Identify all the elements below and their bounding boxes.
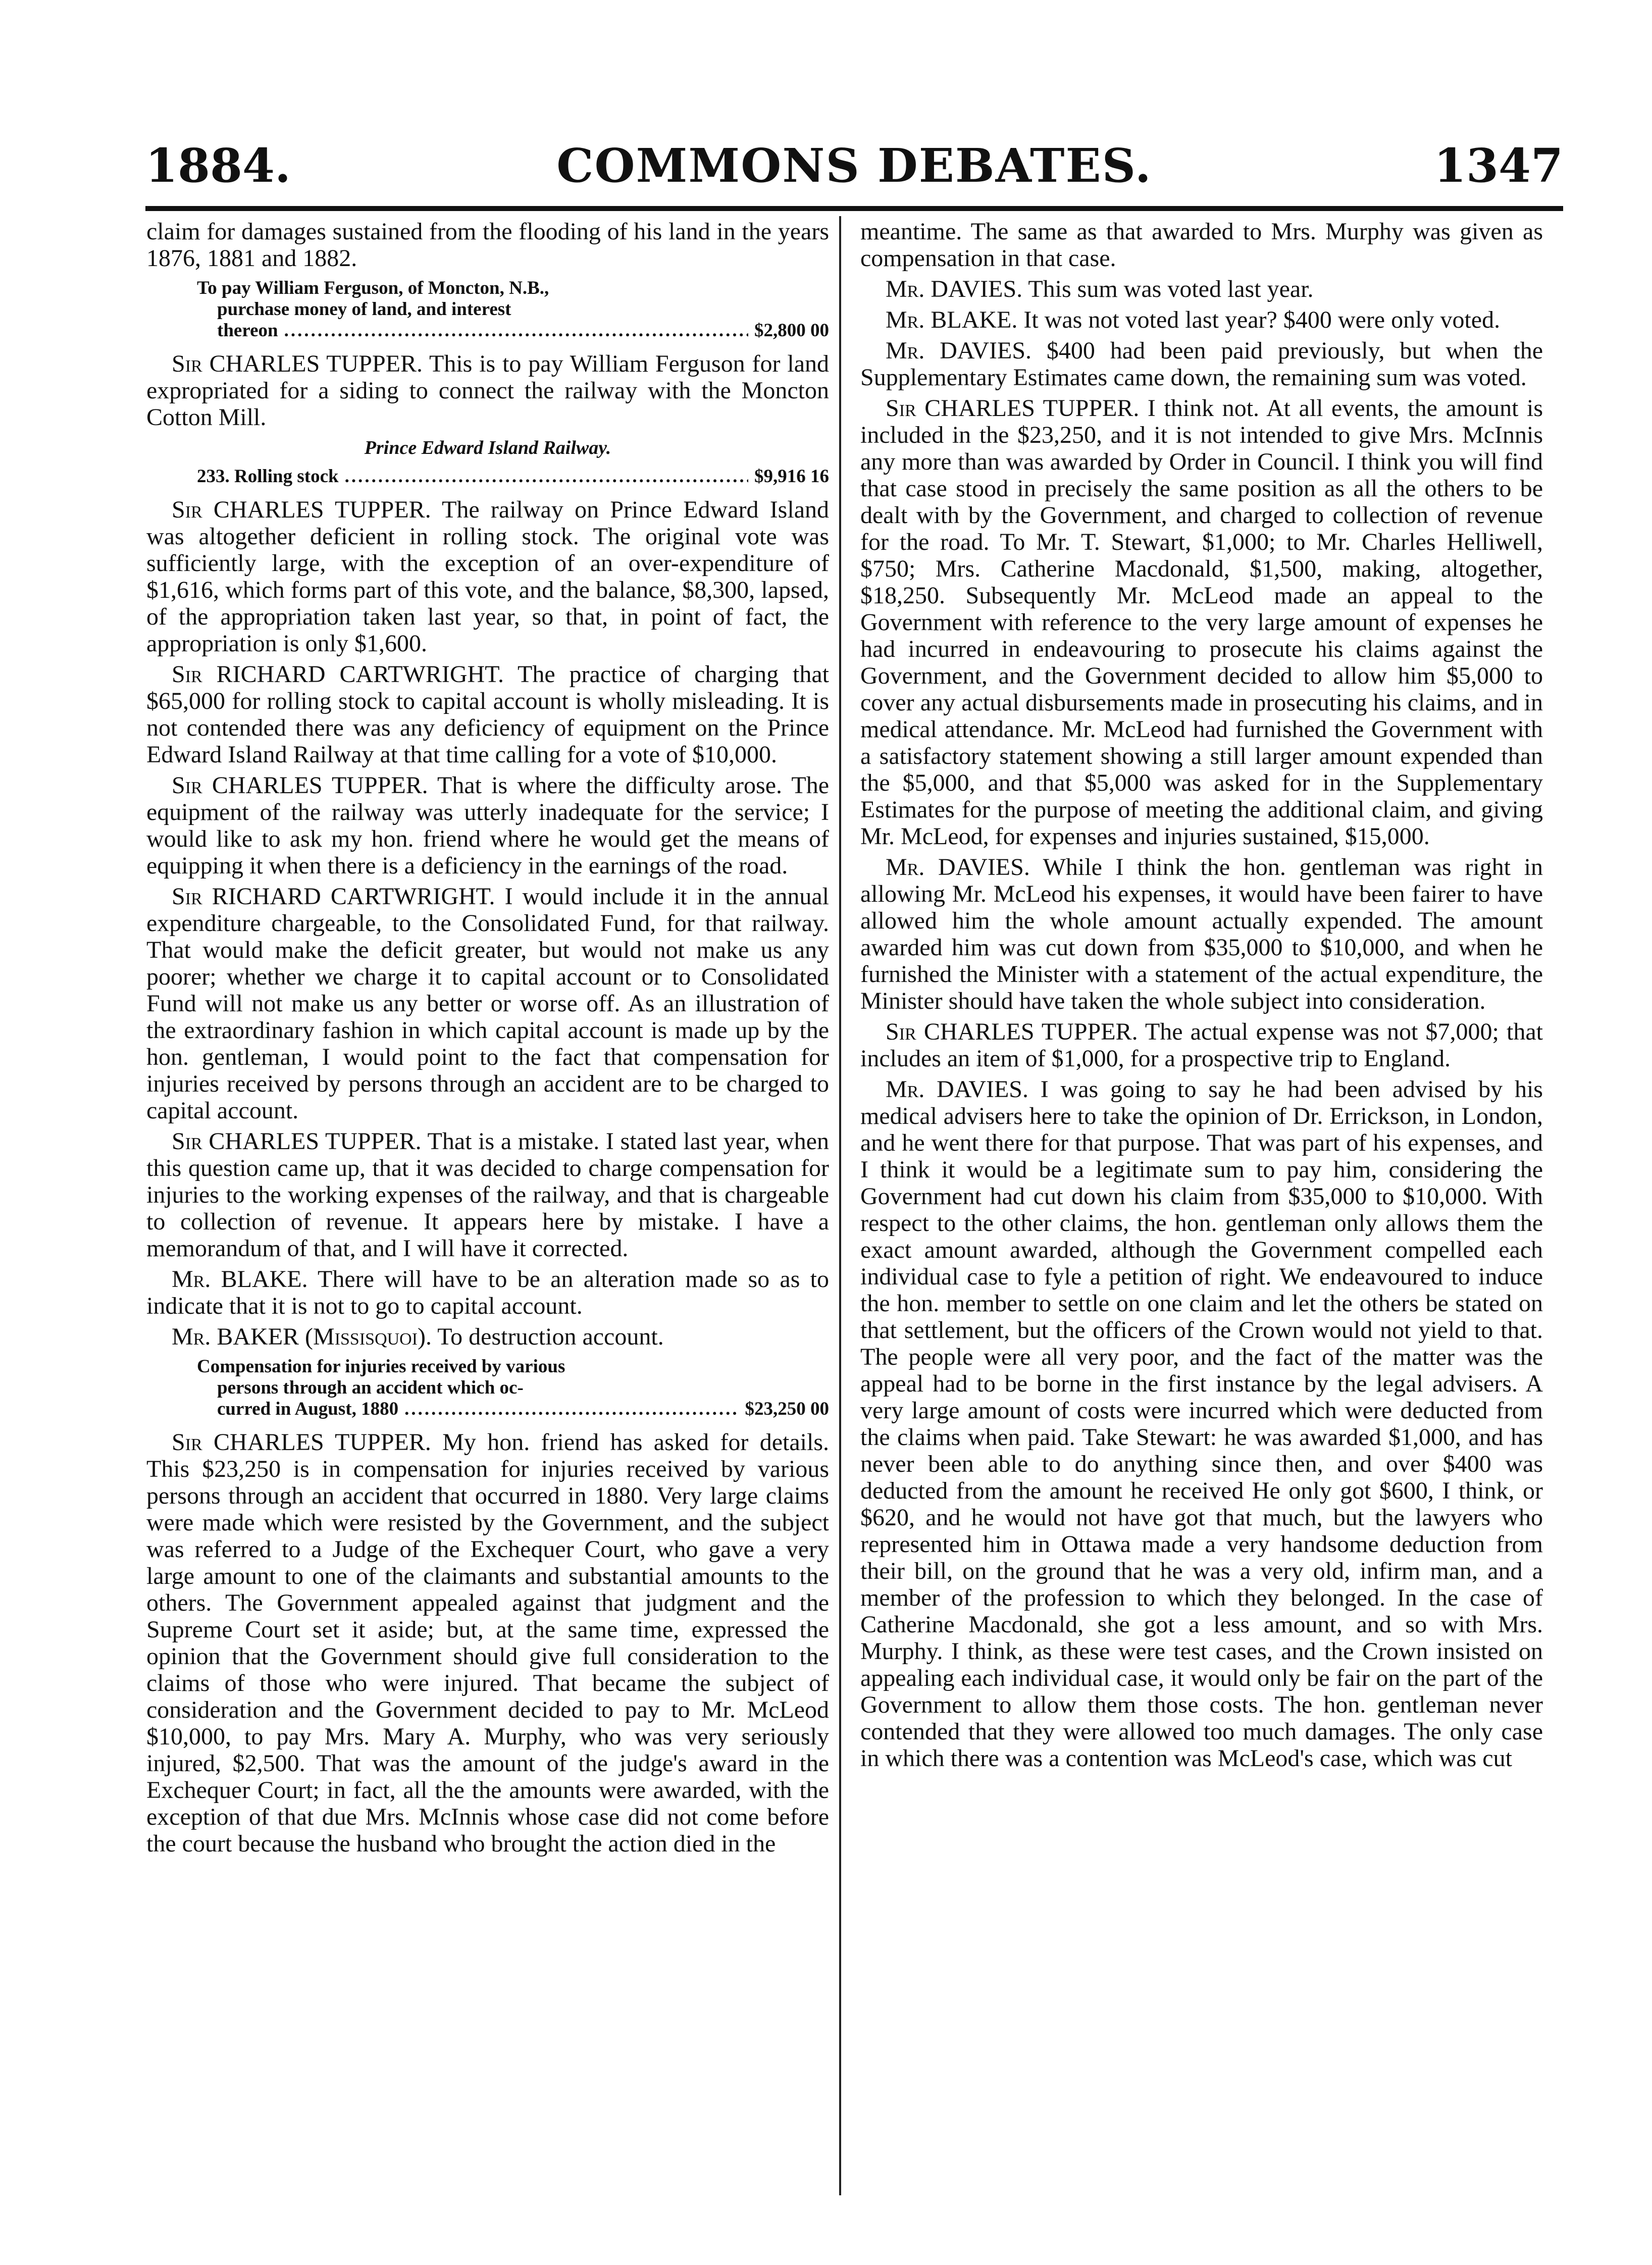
paragraph [146, 1266, 829, 1319]
paragraph-text: $400 had been paid previously, but when the Supplementary Estimates came down, the remaining sum was voted. [860, 337, 1543, 391]
estimate-item-amount: $23,250 00 [745, 1399, 829, 1419]
speaker-name: Mr. BAKER (Missisquoi). [172, 1323, 432, 1350]
speaker-name: Sir CHARLES TUPPER. [172, 496, 431, 523]
speaker-name: Sir CHARLES TUPPER. [886, 1018, 1138, 1045]
paragraph-text: claim for damages sustained from the flooding of his land in the years 1876, 1881 and 1882. [146, 218, 829, 272]
paragraph-text: meantime. The same as that awarded to Mrs. Murphy was given as compensation in that case. [860, 218, 1543, 272]
paragraph [860, 218, 1543, 272]
speaker-name: Mr. BLAKE. [172, 1266, 308, 1293]
paragraph [860, 337, 1543, 391]
paragraph [146, 1128, 829, 1262]
estimate-item-lastline [146, 466, 829, 487]
speaker-name: Sir CHARLES TUPPER. [172, 350, 423, 377]
paragraph-text: The practice of charging that $65,000 for rolling stock to capital account is wholly misleading. It is not contended there was any deficiency of equipment on the Prince Edward Island Railway at that time calling for a vote of $10,000. [146, 661, 829, 768]
paragraph [860, 395, 1543, 850]
speaker-name: Sir CHARLES TUPPER. [172, 1429, 431, 1456]
speaker-name: Sir CHARLES TUPPER. [886, 395, 1140, 422]
paragraph-text: I think not. At all events, the amount is included in the $23,250, and it is not intended to give Mrs. McInnis any more than was awarded by Order in Council. I think you will find that case stood in precisely the same position as all the others to be dealt with by the Government, and charged to collection of revenue for the road. To Mr. T. Stewart, $1,000; to Mr. Charles Helliwell, $750; Mrs. Catherine Macdonald, $1,500, making, altogether, $18,250. Subsequently Mr. McLeod made an appeal to the Government with reference to the very large amount of expenses he had incurred in endeavouring to prosecute his claims against the Government, and the Government decided to allow him $5,000 to cover any actual disbursements made in prosecuting his claims, and in medical attendance. Mr. McLeod had furnished the Government with a satisfactory statement showing a still larger amount expended than the $5,000, and that $5,000 was asked for in the Supplementary Estimates for the purpose of meeting the additional claim, and giving Mr. McLeod, for expenses and injuries sustained, $15,000. [860, 395, 1543, 850]
header-rule [145, 206, 1563, 211]
estimate-item-line: purchase money of land, and interest [217, 299, 511, 320]
column-divider [839, 216, 841, 2195]
paragraph [860, 276, 1543, 302]
paragraph-text: That is where the difficulty arose. The equipment of the railway was utterly inadequate for the service; I would like to ask my hon. friend where he would get the means of equipping it when there is a deficiency in the earnings of the road. [146, 772, 829, 879]
estimate-item [146, 1356, 829, 1420]
section-subhead: Prince Edward Island Railway. [364, 437, 611, 458]
paragraph [146, 772, 829, 879]
speaker-name: Sir RICHARD CARTWRIGHT. [172, 661, 504, 688]
paragraph-text: I was going to say he had been advised by his medical advisers here to take the opinion of Dr. Errickson, in London, and he went there for that purpose. That was part of his expenses, and I think it would be a legitimate sum to pay him, considering the Government had cut down his claim from $35,000 to $10,000. With respect to the other claims, the hon. gentleman only allows them the exact amount awarded, although the Government compelled each individual case to fyle a petition of right. We endeavoured to induce the hon. member to settle on one claim and let the others be stated on that settlement, but the officers of the Crown would not yield to that. The people were all very poor, and the fact of the matter was the appeal had to be borne in the first instance by the legal advisers. A very large amount of costs were incurred which were deducted from the claims when paid. Take Stewart: he was awarded $1,000, and has never been able to do anything since then, and over $400 was deducted from the amount he received He only got $600, I think, or $620, and he would not have got that much, but the lawyers who represented him in Ottawa made a very handsome deduction from their bill, on the ground that he was a very old, infirm man, and a member of the profession to which they belonged. In the case of Catherine Macdonald, she got a less amount, and so with Mrs. Murphy. I think, as these were test cases, and the Crown insisted on appealing each individual case, it would only be fair on the part of the Government to allow them those costs. The hon. gentleman never contended that they were allowed too much damages. The only case in which there was a contention was McLeod's case, which was cut [860, 1076, 1543, 1772]
dot-leader [404, 1399, 739, 1420]
speaker-name: Sir CHARLES TUPPER. [172, 1128, 422, 1155]
paragraph [860, 1076, 1543, 1772]
paragraph [146, 496, 829, 657]
estimate-item-amount: $9,916 16 [754, 466, 829, 487]
paragraph [146, 1323, 829, 1350]
estimate-item-lastline [146, 320, 829, 341]
paragraph [146, 661, 829, 768]
paragraph [146, 1429, 829, 1857]
paragraph-text: This sum was voted last year. [1028, 276, 1314, 302]
paragraph-text: That is a mistake. I stated last year, when this question came up, that it was decided to charge compensation for injuries to the working expenses of the railway, and that is chargeable to collection of revenue. It appears here by mistake. I have a memorandum of that, and I will have it corrected. [146, 1128, 829, 1262]
paragraph-text: I would include it in the annual expenditure chargeable, to the Consolidated Fund, for that railway. That would make the deficit greater, but would not make us any poorer; whether we charge it to capital account or to Consolidated Fund will not make us any better or worse off. As an illustration of the extraordinary fashion in which capital account is made up by the hon. gentleman, I would point to the fact that compensation for injuries received by persons through an accident are to be charged to capital account. [146, 883, 830, 1124]
paragraph-text: It was not voted last year? $400 were only voted. [1023, 306, 1501, 333]
paragraph [860, 306, 1543, 333]
paragraph [146, 218, 829, 272]
speaker-name: Sir CHARLES TUPPER. [172, 772, 428, 799]
estimate-item-lastline [146, 1399, 829, 1420]
paragraph [860, 854, 1543, 1014]
speaker-name: Mr. DAVIES. [886, 854, 1030, 881]
speaker-name: Mr. DAVIES. [886, 1076, 1028, 1103]
right-column [860, 218, 1543, 1776]
paragraph-text: The actual expense was not $7,000; that includes an item of $1,000, for a prospective trip to England. [860, 1018, 1543, 1072]
paragraph-text: While I think the hon. gentleman was right in allowing Mr. McLeod his expenses, it would have been fairer to have allowed him the whole amount actually expended. The amount awarded him was cut down from $35,000 to $10,000, and when he furnished the Minister with a statement of the actual expenditure, the Minister should have taken the whole subject into consideration. [860, 854, 1543, 1014]
paragraph [146, 883, 829, 1124]
paragraph [146, 350, 829, 431]
estimate-item-label: 233. Rolling stock [197, 466, 339, 487]
paragraph-text: This is to pay William Ferguson for land expropriated for a siding to connect the railway with the Moncton Cotton Mill. [146, 350, 830, 431]
paragraph-text: My hon. friend has asked for details. This $23,250 is in compensation for injuries received by various persons through an accident that occurred in 1880. Very large claims were made which were resisted by the Government, and the subject was referred to a Judge of the Exchequer Court, who gave a very large amount to one of the claimants and substantial amounts to the others. The Government appealed against that judgment and the Supreme Court set it aside; but, at the same time, expressed the opinion that the Government should give full consideration to the claims of those who were injured. That became the subject of consideration and the Government decided to pay to Mr. McLeod $10,000, to pay Mrs. Mary A. Murphy, who was very seriously injured, $2,500. That was the amount of the judge's award in the Exchequer Court; in fact, all the the amounts were awarded, with the exception of that due Mrs. McInnis whose case did not come before the court because the husband who brought the action died in the [146, 1429, 830, 1857]
left-column [146, 218, 829, 1861]
estimate-item-line: Compensation for injuries received by various [197, 1356, 565, 1377]
estimate-item-label: curred in August, 1880 [217, 1399, 399, 1419]
estimate-item-label: thereon [217, 320, 278, 341]
estimate-item-amount: $2,800 00 [754, 320, 829, 341]
paragraph-text: There will have to be an alteration made so as to indicate that it is not to go to capital account. [146, 1266, 829, 1319]
paragraph-text: The railway on Prince Edward Island was altogether deficient in rolling stock. The original vote was sufficiently large, with the exception of an over-expenditure of $1,616, which forms part of this vote, and the balance, $8,300, lapsed, of the appropriation taken last year, so that, in point of fact, the appropriation is only $1,600. [146, 496, 829, 657]
header-year: 1884. [145, 138, 291, 193]
speaker-name: Sir RICHARD CARTWRIGHT. [172, 883, 495, 910]
header-page-number: 1347 [1433, 138, 1563, 193]
estimate-item-line: To pay William Ferguson, of Moncton, N.B., [197, 278, 549, 298]
dot-leader [345, 466, 748, 487]
paragraph [860, 1018, 1543, 1072]
estimate-item [146, 466, 829, 487]
dot-leader [284, 320, 748, 341]
header-title: COMMONS DEBATES. [556, 138, 1152, 193]
speaker-name: Mr. BLAKE. [886, 306, 1018, 333]
estimate-item [146, 278, 829, 341]
paragraph-text: To destruction account. [437, 1323, 664, 1350]
speaker-name: Mr. DAVIES. [886, 276, 1023, 302]
speaker-name: Mr. DAVIES. [886, 337, 1032, 364]
page-header [145, 135, 1563, 196]
estimate-item-line: persons through an accident which oc- [217, 1377, 524, 1398]
